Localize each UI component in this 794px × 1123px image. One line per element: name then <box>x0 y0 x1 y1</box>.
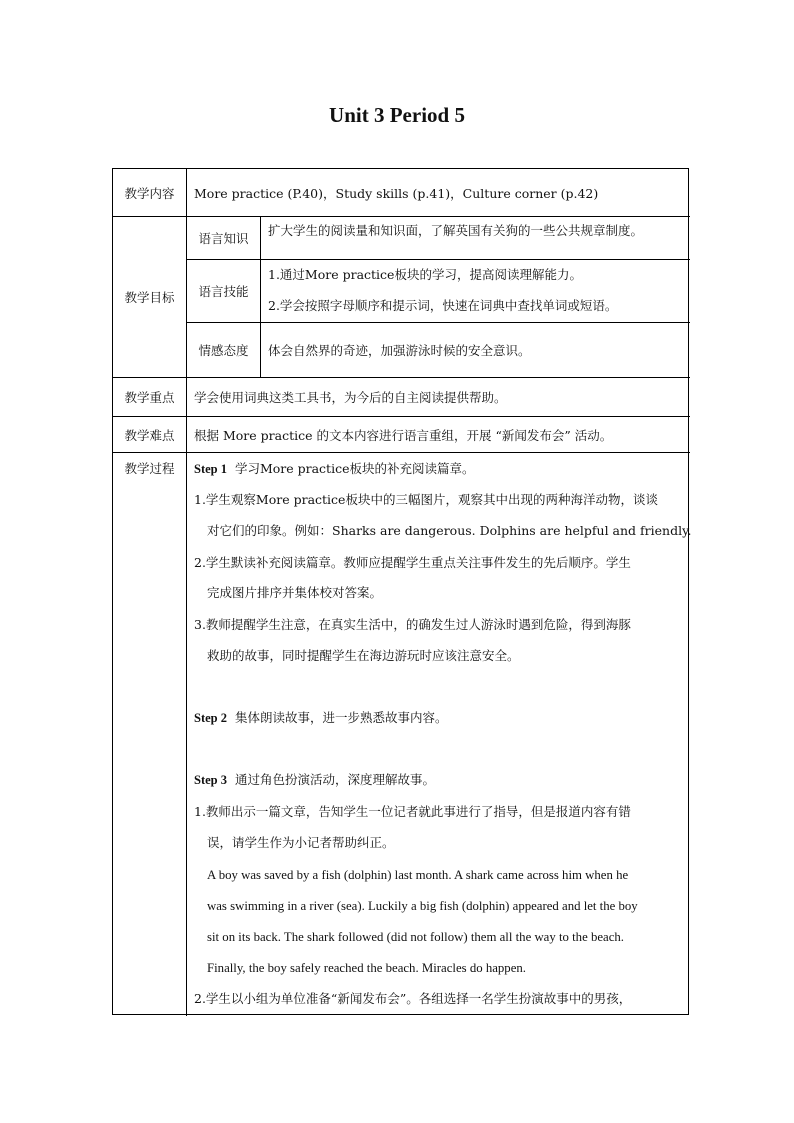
step3-item1-line1: 1.教师出示一篇文章，告知学生一位记者就此事进行了指导，但是报道内容有错 <box>194 804 631 819</box>
content-label: 教学内容 <box>124 185 175 201</box>
skills-line-1: 1.通过More practice板块的学习，提高阅读理解能力。 <box>268 267 582 282</box>
step2-heading: Step 2 <box>194 711 227 725</box>
page-title: Unit 3 Period 5 <box>329 103 465 127</box>
passage-line-2: was swimming in a river (sea). Luckily a big fish (dolphin) appeared and let the boy <box>207 899 638 913</box>
knowledge-cell <box>261 217 690 259</box>
attitude-label: 情感态度 <box>198 343 249 358</box>
step1-item1-line2: 对它们的印象。例如：Sharks are dangerous. Dolphins are helpful and friendly. <box>207 523 692 538</box>
attitude-text: 体会自然界的奇迹，加强游泳时候的安全意识。 <box>268 343 531 358</box>
step1-line <box>194 459 474 479</box>
step3-line <box>194 770 435 790</box>
step2-line <box>194 708 447 728</box>
lesson-plan-table <box>112 168 692 1015</box>
objectives-label: 教学目标 <box>124 290 175 305</box>
difficulties-label: 教学难点 <box>124 427 175 443</box>
step3-text: 通过角色扮演活动，深度理解故事。 <box>234 772 435 787</box>
skills-label: 语言技能 <box>198 284 249 299</box>
key-points-label: 教学重点 <box>124 390 175 405</box>
step3-item2-line1: 2.学生以小组为单位准备“新闻发布会”。各组选择一名学生扮演故事中的男孩， <box>194 991 632 1006</box>
step1-text: 学习More practice板块的补充阅读篇章。 <box>234 461 475 476</box>
step1-item2-line2: 完成图片排序并集体校对答案。 <box>207 585 383 600</box>
process-label-cell <box>113 453 186 1016</box>
passage-line-3: sit on its back. The shark followed (did not follow) them all the way to the beach. <box>207 930 624 944</box>
process-label: 教学过程 <box>124 461 175 476</box>
passage-line-1: A boy was saved by a fish (dolphin) last month. A shark came across him when he <box>207 868 629 882</box>
step3-item1-line2: 误，请学生作为小记者帮助纠正。 <box>207 835 395 850</box>
step1-item3-line2: 救助的故事，同时提醒学生在海边游玩时应该注意安全。 <box>207 648 520 663</box>
difficulties-text: 根据 More practice 的文本内容进行语言重组，开展 “新闻发布会” 活动。 <box>194 427 613 443</box>
step1-item1-line1: 1.学生观察More practice板块中的三幅图片，观察其中出现的两种海洋动物，谈谈 <box>194 492 658 507</box>
process-content <box>187 453 690 1016</box>
key-points-text: 学会使用词典这类工具书，为今后的自主阅读提供帮助。 <box>194 390 507 405</box>
content-text: More practice (P.40)，Study skills (p.41)，Culture corner (p.42) <box>194 185 599 201</box>
step1-heading: Step 1 <box>194 462 227 476</box>
knowledge-text: 扩大学生的阅读量和知识面，了解英国有关狗的一些公共规章制度。 <box>268 223 644 238</box>
step2-text: 集体朗读故事，进一步熟悉故事内容。 <box>234 710 448 725</box>
skills-line-2: 2.学会按照字母顺序和提示词，快速在词典中查找单词或短语。 <box>268 298 618 313</box>
step1-item3-line1: 3.教师提醒学生注意，在真实生活中，的确发生过人游泳时遇到危险，得到海豚 <box>194 617 631 632</box>
step3-heading: Step 3 <box>194 773 227 787</box>
passage-line-4: Finally, the boy safely reached the beach. Miracles do happen. <box>207 961 526 975</box>
knowledge-label: 语言知识 <box>198 231 249 246</box>
skills-cell <box>261 260 690 322</box>
step1-item2-line1: 2.学生默读补充阅读篇章。教师应提醒学生重点关注事件发生的先后顺序。学生 <box>194 555 631 570</box>
